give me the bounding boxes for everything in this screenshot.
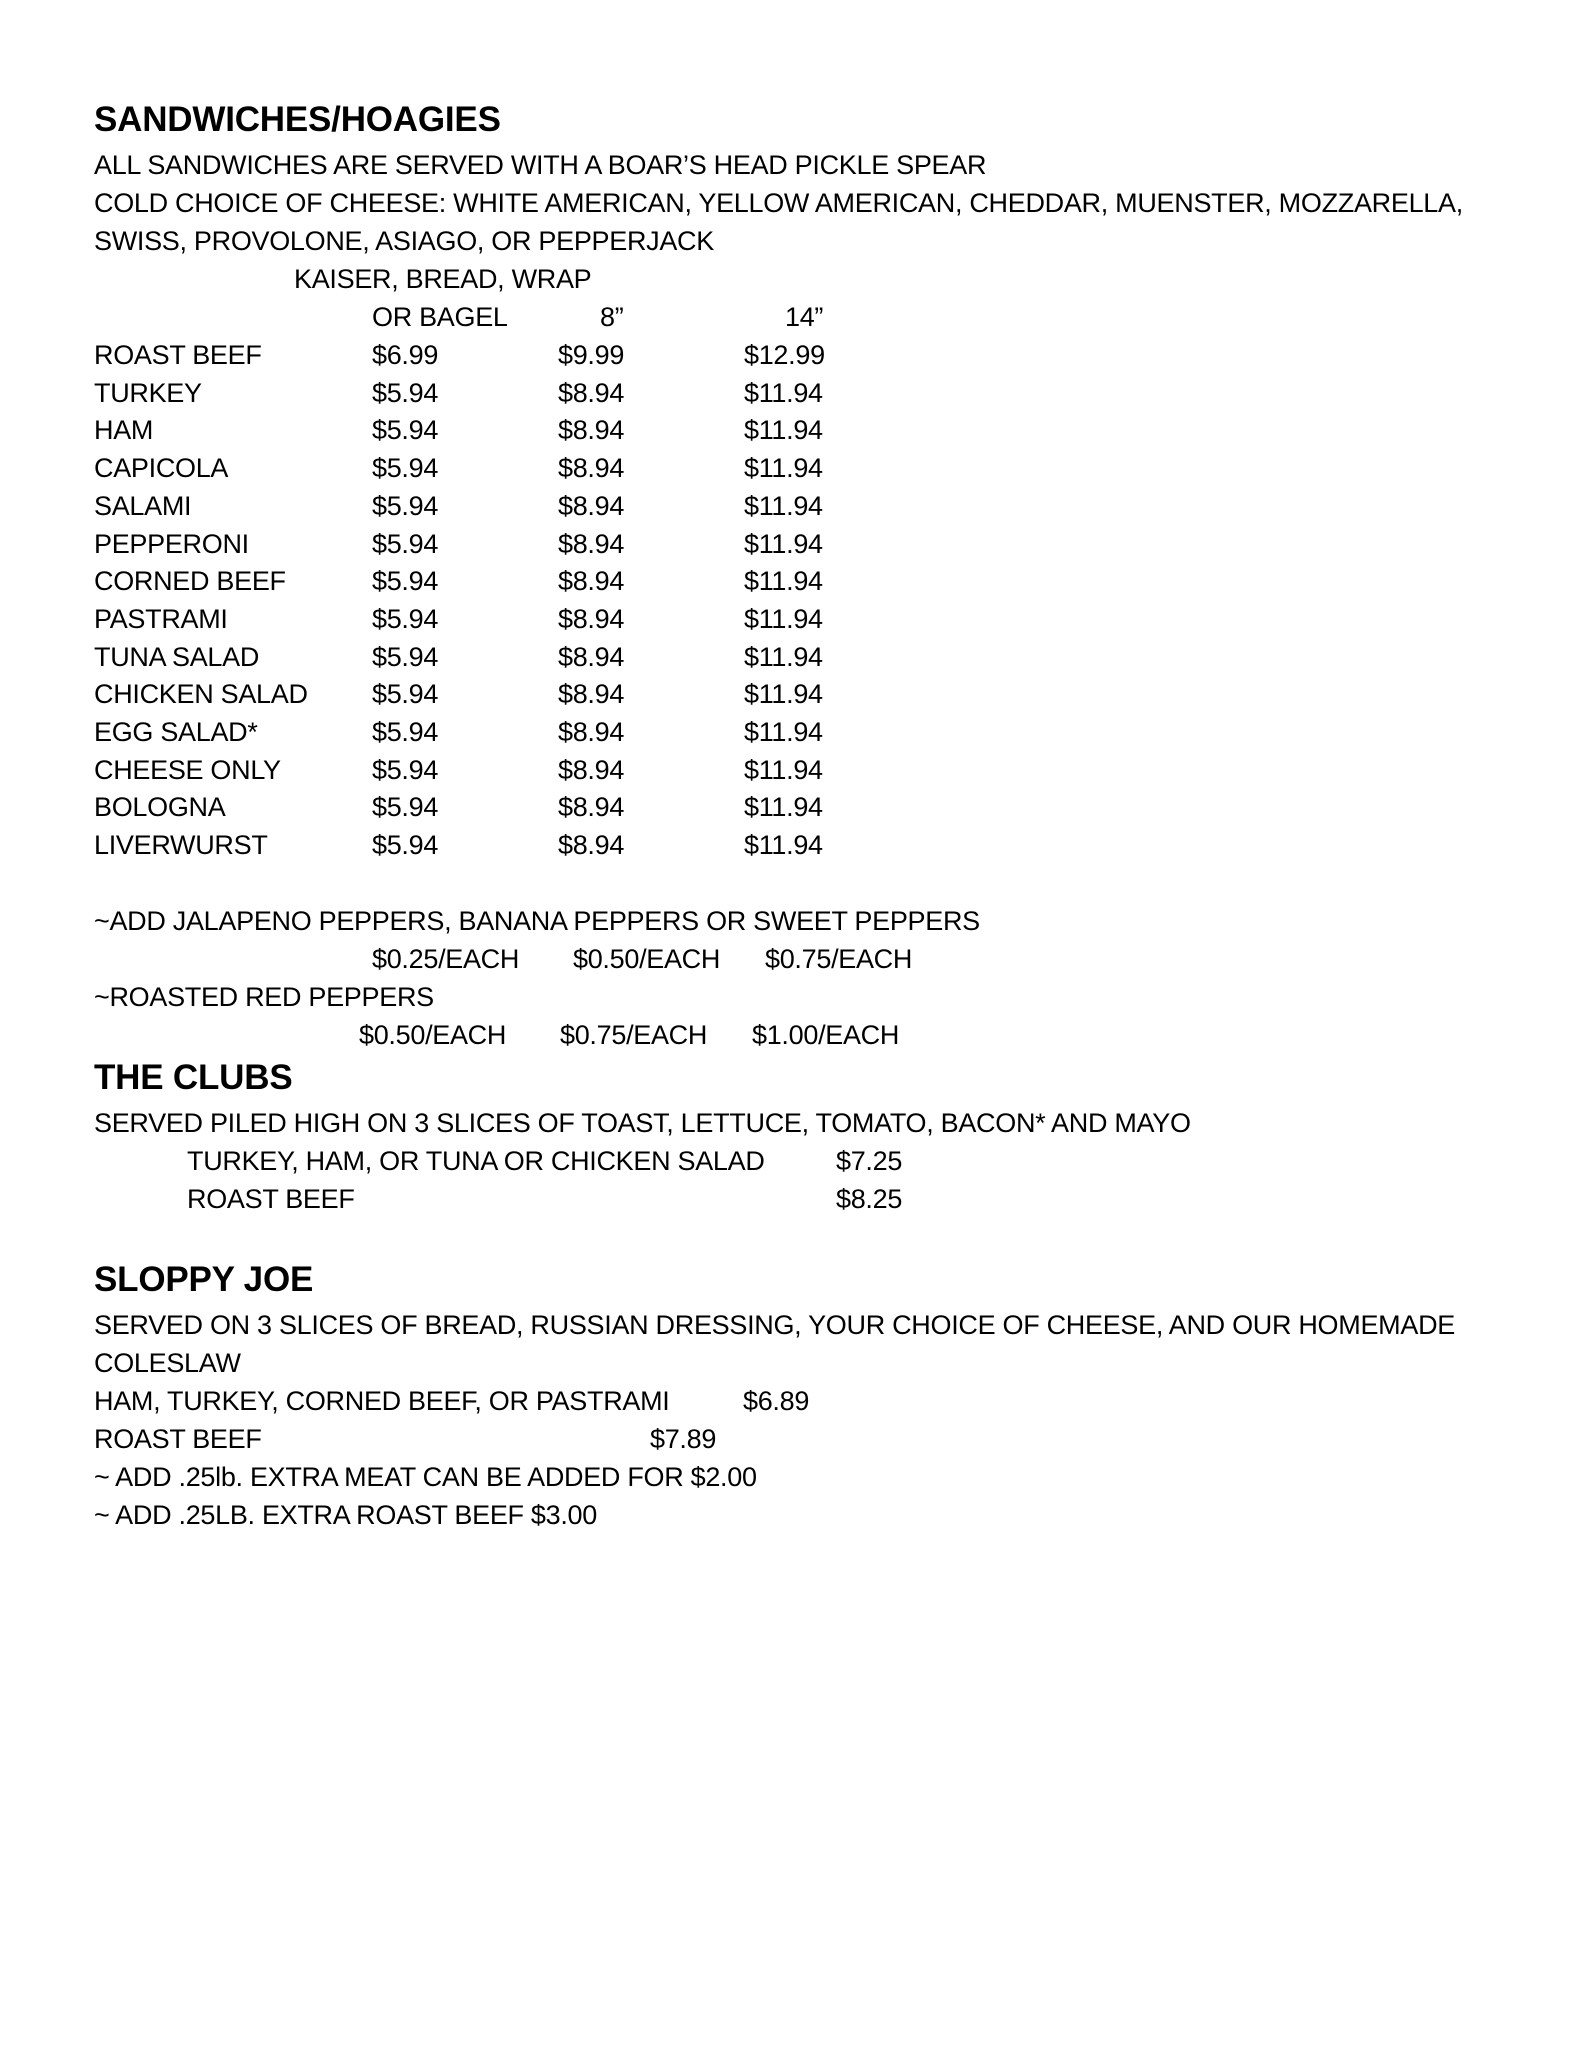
sandwich-price-small: $5.94 <box>372 830 439 860</box>
addon-roasted-red-price-8: $0.75/EACH <box>560 1020 708 1050</box>
clubs-description: SERVED PILED HIGH ON 3 SLICES OF TOAST, LETTUCE, TOMATO, BACON* AND MAYO <box>94 1108 1191 1138</box>
column-header-bread-types: KAISER, BREAD, WRAP <box>294 264 592 294</box>
sandwich-name: BOLOGNA <box>94 792 226 822</box>
sloppy-joe-item-name: HAM, TURKEY, CORNED BEEF, OR PASTRAMI <box>94 1386 670 1416</box>
sandwich-price-8-inch: $8.94 <box>558 491 625 521</box>
sandwich-price-14-inch: $11.94 <box>744 491 823 521</box>
addon-peppers-label: ~ADD JALAPENO PEPPERS, BANANA PEPPERS OR SWEET PEPPERS <box>94 906 980 936</box>
sandwich-price-14-inch: $11.94 <box>744 529 823 559</box>
sloppy-joe-item-price: $6.89 <box>743 1386 810 1416</box>
sandwich-price-small: $5.94 <box>372 792 439 822</box>
sandwich-price-small: $5.94 <box>372 755 439 785</box>
sandwich-name: LIVERWURST <box>94 830 268 860</box>
sandwich-price-small: $5.94 <box>372 566 439 596</box>
sandwich-name: CHEESE ONLY <box>94 755 281 785</box>
sandwich-price-14-inch: $11.94 <box>744 792 823 822</box>
sandwich-price-small: $5.94 <box>372 679 439 709</box>
addon-peppers-price-8: $0.50/EACH <box>573 944 721 974</box>
sandwich-price-8-inch: $8.94 <box>558 604 625 634</box>
addon-peppers-price-14: $0.75/EACH <box>765 944 913 974</box>
sandwich-price-14-inch: $11.94 <box>744 679 823 709</box>
addon-roasted-red-price-small: $0.50/EACH <box>359 1020 507 1050</box>
sandwich-price-8-inch: $8.94 <box>558 642 625 672</box>
sandwiches-note-cheese-2: SWISS, PROVOLONE, ASIAGO, OR PEPPERJACK <box>94 226 714 256</box>
sandwich-price-8-inch: $8.94 <box>558 378 625 408</box>
sandwich-price-8-inch: $8.94 <box>558 415 625 445</box>
sandwich-name: CAPICOLA <box>94 453 229 483</box>
sandwich-price-small: $5.94 <box>372 604 439 634</box>
column-header-or-bagel: OR BAGEL <box>372 302 508 332</box>
sandwich-price-small: $5.94 <box>372 415 439 445</box>
addon-roasted-red-price-14: $1.00/EACH <box>752 1020 900 1050</box>
sloppy-joe-extra-roast-beef: ~ ADD .25LB. EXTRA ROAST BEEF $3.00 <box>94 1500 597 1530</box>
sandwich-price-14-inch: $11.94 <box>744 604 823 634</box>
sandwich-name: CHICKEN SALAD <box>94 679 308 709</box>
sandwich-price-14-inch: $12.99 <box>744 340 825 370</box>
sloppy-joe-description-1: SERVED ON 3 SLICES OF BREAD, RUSSIAN DRESSING, YOUR CHOICE OF CHEESE, AND OUR HOMEMADE <box>94 1310 1455 1340</box>
sandwich-price-8-inch: $8.94 <box>558 792 625 822</box>
sandwich-price-8-inch: $8.94 <box>558 755 625 785</box>
sandwiches-title: SANDWICHES/HOAGIES <box>94 100 501 139</box>
sandwich-price-small: $6.99 <box>372 340 439 370</box>
sandwich-name: CORNED BEEF <box>94 566 286 596</box>
sandwich-price-small: $5.94 <box>372 491 439 521</box>
column-header-8-inch: 8” <box>600 302 624 332</box>
sandwich-price-small: $5.94 <box>372 529 439 559</box>
sandwich-price-8-inch: $9.99 <box>558 340 625 370</box>
addon-roasted-red-label: ~ROASTED RED PEPPERS <box>94 982 434 1012</box>
sandwich-price-14-inch: $11.94 <box>744 378 823 408</box>
clubs-item-name: ROAST BEEF <box>187 1184 355 1214</box>
sandwich-price-8-inch: $8.94 <box>558 830 625 860</box>
sandwich-price-small: $5.94 <box>372 378 439 408</box>
clubs-item-price: $7.25 <box>836 1146 903 1176</box>
sandwich-price-14-inch: $11.94 <box>744 453 823 483</box>
sandwich-price-8-inch: $8.94 <box>558 717 625 747</box>
sandwich-price-14-inch: $11.94 <box>744 415 823 445</box>
clubs-title: THE CLUBS <box>94 1058 293 1097</box>
sandwich-price-14-inch: $11.94 <box>744 642 823 672</box>
addon-peppers-price-small: $0.25/EACH <box>372 944 520 974</box>
sandwich-price-14-inch: $11.94 <box>744 755 823 785</box>
sandwich-price-8-inch: $8.94 <box>558 529 625 559</box>
clubs-item-price: $8.25 <box>836 1184 903 1214</box>
sandwich-name: EGG SALAD* <box>94 717 258 747</box>
sandwich-name: TUNA SALAD <box>94 642 260 672</box>
clubs-item-name: TURKEY, HAM, OR TUNA OR CHICKEN SALAD <box>187 1146 765 1176</box>
sandwich-price-8-inch: $8.94 <box>558 679 625 709</box>
sloppy-joe-title: SLOPPY JOE <box>94 1260 314 1299</box>
sandwich-price-8-inch: $8.94 <box>558 453 625 483</box>
sandwich-name: PEPPERONI <box>94 529 249 559</box>
column-header-14-inch: 14” <box>785 302 824 332</box>
sandwiches-note-cheese-1: COLD CHOICE OF CHEESE: WHITE AMERICAN, YELLOW AMERICAN, CHEDDAR, MUENSTER, MOZZARELLA, <box>94 188 1463 218</box>
sloppy-joe-item-name: ROAST BEEF <box>94 1424 262 1454</box>
sandwich-price-small: $5.94 <box>372 642 439 672</box>
sloppy-joe-description-2: COLESLAW <box>94 1348 241 1378</box>
sandwich-name: PASTRAMI <box>94 604 228 634</box>
sandwich-name: HAM <box>94 415 154 445</box>
sandwich-name: ROAST BEEF <box>94 340 262 370</box>
sandwich-price-14-inch: $11.94 <box>744 830 823 860</box>
sloppy-joe-extra-meat: ~ ADD .25lb. EXTRA MEAT CAN BE ADDED FOR $2.00 <box>94 1462 757 1492</box>
sandwich-price-14-inch: $11.94 <box>744 566 823 596</box>
sandwich-price-8-inch: $8.94 <box>558 566 625 596</box>
sandwich-price-small: $5.94 <box>372 717 439 747</box>
sandwich-name: TURKEY <box>94 378 202 408</box>
sandwich-price-14-inch: $11.94 <box>744 717 823 747</box>
sloppy-joe-item-price: $7.89 <box>650 1424 717 1454</box>
sandwiches-note-pickle: ALL SANDWICHES ARE SERVED WITH A BOAR’S HEAD PICKLE SPEAR <box>94 150 987 180</box>
sandwich-name: SALAMI <box>94 491 192 521</box>
sandwich-price-small: $5.94 <box>372 453 439 483</box>
